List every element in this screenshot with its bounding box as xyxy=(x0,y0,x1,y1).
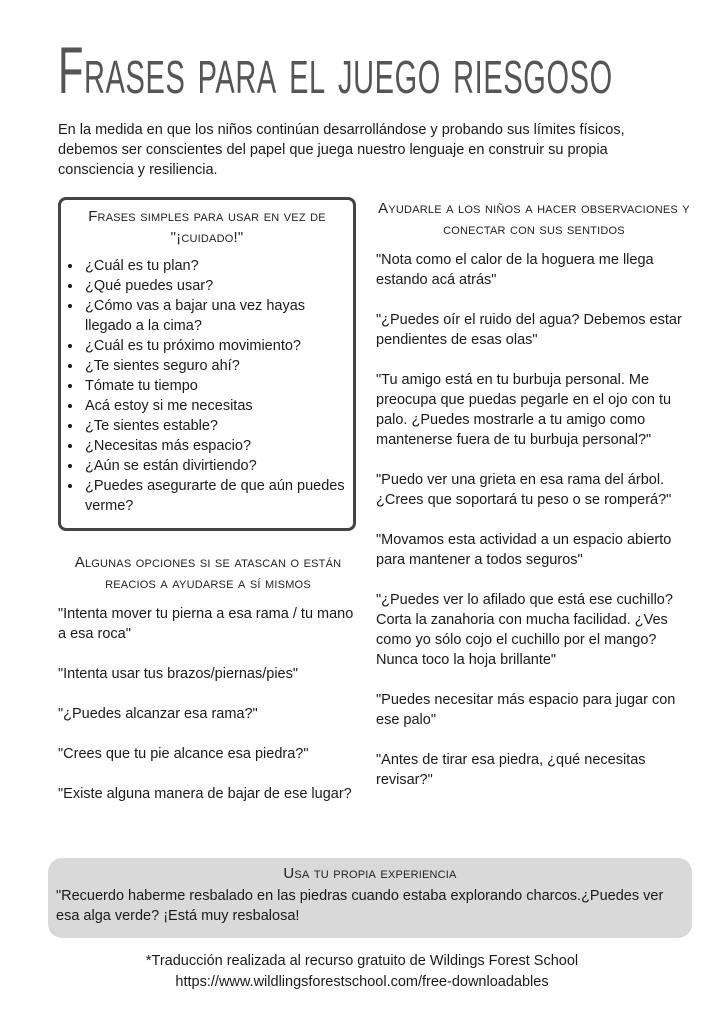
phrase: "¿Puedes oír el ruido del agua? Debemos estar pendientes de esas olas" xyxy=(376,312,682,348)
phrase: "Tu amigo está en tu burbuja personal. Me preocupa que puedas pegarle en el ojo con tu palo. ¿Puedes mostrarle a tu amigo como mantenerse fuera de tu burbuja personal?" xyxy=(376,372,672,448)
list-item: • ¿Te sientes seguro ahí? xyxy=(83,356,353,376)
stuck-section xyxy=(58,552,358,824)
simple-phrases-heading: Frases simples para usar en vez de "¡cuidado!" xyxy=(88,208,326,246)
phrase: "¿Puedes alcanzar esa rama?" xyxy=(58,706,258,722)
page-title-wrap xyxy=(58,30,678,110)
phrase: "Antes de tirar esa piedra, ¿qué necesitas revisar?" xyxy=(376,752,646,788)
list-item: • ¿Te sientes estable? xyxy=(83,416,353,436)
list-item: • ¿Puedes asegurarte de que aún puedes verme? xyxy=(83,476,353,516)
list-item: • ¿Cuál es tu próximo movimiento? xyxy=(83,336,353,356)
page-title: Frases para el juego riesgoso xyxy=(58,33,613,107)
senses-section xyxy=(376,198,692,810)
phrase: "Existe alguna manera de bajar de ese lugar? xyxy=(58,786,352,802)
phrase: "Movamos esta actividad a un espacio abierto para mantener a todos seguros" xyxy=(376,532,672,568)
list-item: • ¿Necesitas más espacio? xyxy=(83,436,353,456)
phrase: "Puedes necesitar más espacio para jugar con ese palo" xyxy=(376,692,676,728)
simple-phrases-box xyxy=(58,197,356,531)
phrase: "Intenta usar tus brazos/piernas/pies" xyxy=(58,666,299,682)
phrase: "¿Puedes ver lo afilado que está ese cuchillo? Corta la zanahoria con mucha facilidad. ¿Ves como yo sólo cojo el cuchillo por el mango? Nunca toco la hoja brillante" xyxy=(376,592,673,668)
list-item: • ¿Cuál es tu plan? xyxy=(83,256,353,276)
experience-text: "Recuerdo haberme resbalado en las piedras cuando estaba explorando charcos.¿Puedes ver esa alga verde? ¡Está muy resbalosa! xyxy=(56,888,664,924)
list-item: • ¿Qué puedes usar? xyxy=(83,276,353,296)
senses-heading: Ayudarle a los niños a hacer observaciones y conectar con sus sentidos xyxy=(378,200,690,238)
simple-phrases-list xyxy=(61,256,353,516)
experience-box xyxy=(48,858,692,938)
list-item: • Acá estoy si me necesitas xyxy=(83,396,353,416)
phrase: "Crees que tu pie alcance esa piedra?" xyxy=(58,746,309,762)
phrase: "Puedo ver una grieta en esa rama del árbol. ¿Crees que soportará tu peso o se romperá?" xyxy=(376,472,672,508)
footer-url: https://www.wildlingsforestschool.com/free-downloadables xyxy=(175,974,549,990)
footer-credit: *Traducción realizada al recurso gratuito de Wildings Forest School xyxy=(145,953,579,969)
list-item: • ¿Aún se están divirtiendo? xyxy=(83,456,353,476)
phrase: "Nota como el calor de la hoguera me llega estando acá atrás" xyxy=(376,252,654,288)
intro-paragraph: En la medida en que los niños continúan desarrollándose y probando sus límites físicos, debemos ser conscientes del papel que juega nuestro lenguaje en construir su propia consciencia y resiliencia. xyxy=(58,122,625,178)
experience-heading: Usa tu propia experiencia xyxy=(283,865,457,882)
phrase: "Intenta mover tu pierna a esa rama / tu mano a esa roca" xyxy=(58,606,354,642)
footer xyxy=(0,951,724,993)
list-item: • ¿Cómo vas a bajar una vez hayas llegado a la cima? xyxy=(83,296,353,336)
stuck-heading: Algunas opciones si se atascan o están reacios a ayudarse a sí mismos xyxy=(74,554,342,592)
list-item: • Tómate tu tiempo xyxy=(83,376,353,396)
